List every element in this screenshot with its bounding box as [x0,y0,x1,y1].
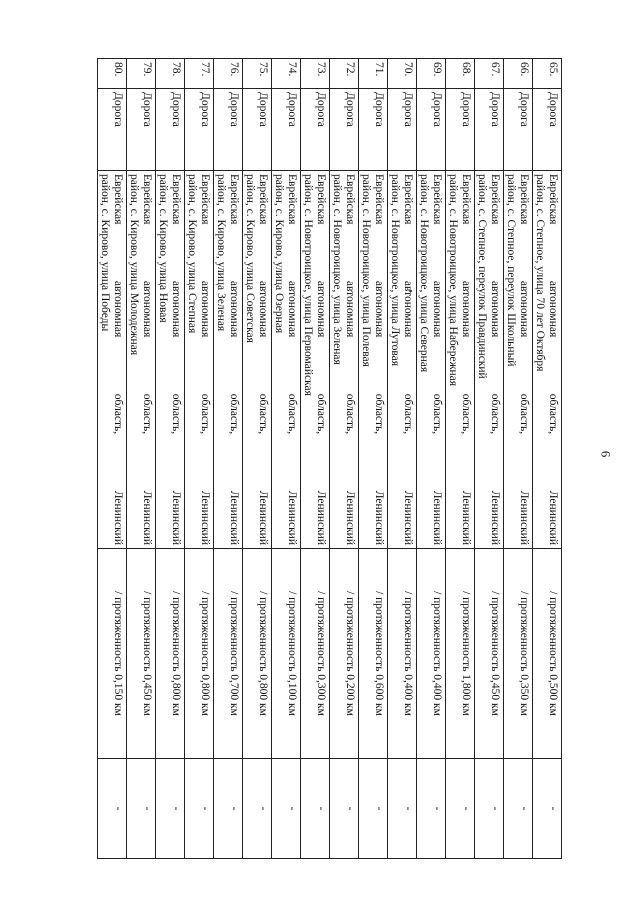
table-row [388,59,417,859]
length-text: / протяженность 0,200 км [344,591,356,716]
extra-dash: - [460,806,472,811]
address-cell [185,171,214,549]
object-type-cell [272,89,301,171]
object-type-cell [185,89,214,171]
address-word: Ленинский [518,490,530,545]
address-line-1 [286,174,299,545]
address-line-2: район, с. Степное, переулок Правдинский [476,174,489,379]
row-number: 67. [489,62,501,77]
row-number-cell [214,59,243,89]
address-line-2: район, с. Новотроицкое, улица Полевая [360,174,373,367]
address-word: Ленинский [460,490,472,545]
address-word: автономная [547,280,559,338]
object-type: Дорога [315,92,327,127]
length-text: / протяженность 0,800 км [199,591,211,716]
address-cell [504,171,533,549]
address-word: Еврейская [199,174,211,225]
address-line-2: район, с. Новотроицкое, улица Набережная [447,174,460,387]
extra-cell [98,759,127,859]
extra-cell [504,759,533,859]
address-cell [156,171,185,549]
address-word: область, [402,393,414,435]
object-type-cell [388,89,417,171]
object-type: Дорога [286,92,298,127]
address-word: Ленинский [112,490,124,545]
address-line-1 [257,174,270,545]
address-word: автономная [460,280,472,338]
length-cell [446,549,475,759]
address-line-1 [344,174,357,545]
address-line-1 [518,174,531,545]
table-row [243,59,272,859]
address-word: Еврейская [112,174,124,225]
extra-dash: - [402,806,414,811]
address-word: Еврейская [431,174,443,225]
address-line-1 [228,174,241,545]
address-word: область, [518,393,530,435]
address-word: Ленинский [547,490,559,545]
address-cell [533,171,562,549]
extra-cell [533,759,562,859]
address-line-2: район, с. Кирово, улица Степная [186,174,199,334]
object-type-cell [475,89,504,171]
address-word: область, [315,393,327,435]
row-number: 74. [286,62,298,77]
row-number-cell [446,59,475,89]
object-type: Дорога [170,92,182,127]
extra-dash: - [518,806,530,811]
length-cell [272,549,301,759]
row-number-cell [185,59,214,89]
object-type: Дорога [373,92,385,127]
row-number: 71. [373,62,385,77]
object-type: Дорога [228,92,240,127]
address-line-2: район, с. Кирово, улица Молодежная [128,174,141,356]
row-number-cell [417,59,446,89]
row-number: 72. [344,62,356,77]
object-type: Дорога [460,92,472,127]
table-row [475,59,504,859]
address-cell [330,171,359,549]
extra-dash: - [489,806,501,811]
address-word: область, [373,393,385,435]
address-word: область, [257,393,269,435]
length-text: / протяженность 0,300 км [315,591,327,716]
address-word: Еврейская [402,174,414,225]
extra-dash: - [373,806,385,811]
object-type-cell [446,89,475,171]
table-row [127,59,156,859]
address-word: Ленинский [315,490,327,545]
length-cell [388,549,417,759]
object-type-cell [504,89,533,171]
row-number-cell [504,59,533,89]
address-word: Ленинский [199,490,211,545]
address-word: Ленинский [402,490,414,545]
address-word: автономная [199,280,211,338]
extra-cell [127,759,156,859]
length-text: / протяженность 0,400 км [431,591,443,716]
extra-cell [475,759,504,859]
address-word: Ленинский [141,490,153,545]
address-word: автономная [373,280,385,338]
address-line-2: район, с. Новотроицкое, улица Лутовая [389,174,402,367]
object-type-cell [214,89,243,171]
length-text: / протяженность 0,450 км [489,591,501,716]
address-word: автономная [112,280,124,338]
address-cell [417,171,446,549]
length-text: / протяженность 0,700 км [228,591,240,716]
address-line-1 [315,174,328,545]
extra-dash: - [141,806,153,811]
address-cell [359,171,388,549]
row-number: 69. [431,62,443,77]
address-word: область, [112,393,124,435]
object-type: Дорога [402,92,414,127]
length-text: / протяженность 1,800 км [460,591,472,716]
length-text: / протяженность 0,450 км [141,591,153,716]
object-type-cell [98,89,127,171]
object-type: Дорога [199,92,211,127]
row-number-cell [475,59,504,89]
address-word: область, [489,393,501,435]
roads-table-body [98,59,562,859]
object-type-cell [330,89,359,171]
address-word: Еврейская [141,174,153,225]
object-type: Дорога [344,92,356,127]
extra-dash: - [286,806,298,811]
length-text: / протяженность 0,800 км [257,591,269,716]
extra-dash: - [170,806,182,811]
table-row [446,59,475,859]
length-cell [417,549,446,759]
extra-cell [214,759,243,859]
extra-dash: - [547,806,559,811]
table-row [98,59,127,859]
address-line-1 [170,174,183,545]
address-word: Ленинский [286,490,298,545]
address-line-2: район, с. Степное, улица 70 лет Октября [534,174,547,372]
row-number: 68. [460,62,472,77]
address-word: Ленинский [228,490,240,545]
length-cell [243,549,272,759]
address-line-1 [141,174,154,545]
table-row [504,59,533,859]
row-number-cell [301,59,330,89]
object-type: Дорога [112,92,124,127]
extra-cell [272,759,301,859]
address-word: Ленинский [373,490,385,545]
table-row [272,59,301,859]
address-word: Еврейская [315,174,327,225]
row-number: 78. [170,62,182,77]
address-cell [98,171,127,549]
length-cell [185,549,214,759]
row-number-cell [330,59,359,89]
row-number-cell [272,59,301,89]
row-number: 76. [228,62,240,77]
object-type-cell [243,89,272,171]
length-text: / протяженность 0,350 км [518,591,530,716]
address-word: Еврейская [518,174,530,225]
row-number-cell [156,59,185,89]
row-number-cell [388,59,417,89]
address-line-1 [199,174,212,545]
object-type: Дорога [141,92,153,127]
length-cell [533,549,562,759]
object-type: Дорога [518,92,530,127]
table-row [533,59,562,859]
table-row [185,59,214,859]
length-text: / протяженность 0,100 км [286,591,298,716]
extra-dash: - [344,806,356,811]
extra-cell [243,759,272,859]
length-cell [330,549,359,759]
address-line-2: район, с. Кирово, улица Новая [157,174,170,323]
address-line-1 [460,174,473,545]
table-row [156,59,185,859]
address-word: область, [199,393,211,435]
address-line-2: район, с. Кирово, улица Советская [244,174,257,343]
row-number-cell [359,59,388,89]
address-word: область, [228,393,240,435]
address-word: Еврейская [547,174,559,225]
table-row [301,59,330,859]
address-word: автономная [286,280,298,338]
extra-cell [156,759,185,859]
address-word: автономная [489,280,501,338]
address-word: автономная [402,280,414,338]
object-type: Дорога [257,92,269,127]
address-line-2: район, с. Новотроицкое, улица Зеленая [331,174,344,365]
address-word: автономная [344,280,356,338]
address-word: Ленинский [257,490,269,545]
address-word: автономная [141,280,153,338]
page-number: 6 [598,450,614,458]
address-word: Еврейская [373,174,385,225]
address-cell [446,171,475,549]
extra-dash: - [199,806,211,811]
object-type: Дорога [489,92,501,127]
address-word: Еврейская [170,174,182,225]
address-line-2: район, с. Кирово, улица Победы [99,174,112,332]
length-cell [504,549,533,759]
object-type: Дорога [431,92,443,127]
address-cell [388,171,417,549]
length-cell [359,549,388,759]
object-type-cell [127,89,156,171]
address-cell [127,171,156,549]
table-row [417,59,446,859]
table-row [330,59,359,859]
row-number: 73. [315,62,327,77]
rotated-page-content [65,58,562,858]
length-cell [301,549,330,759]
row-number: 66. [518,62,530,77]
row-number-cell [243,59,272,89]
extra-cell [359,759,388,859]
row-number: 79. [141,62,153,77]
address-line-1 [431,174,444,545]
row-number: 65. [547,62,559,77]
address-line-1 [112,174,125,545]
address-word: Еврейская [460,174,472,225]
address-line-1 [489,174,502,545]
extra-cell [417,759,446,859]
object-type: Дорога [547,92,559,127]
object-type-cell [359,89,388,171]
address-word: Еврейская [257,174,269,225]
length-cell [475,549,504,759]
address-line-2: район, с. Новотроицкое, улица Северная [418,174,431,373]
extra-dash: - [431,806,443,811]
length-cell [214,549,243,759]
extra-cell [301,759,330,859]
address-line-2: район, с. Кирово, улица Озерная [273,174,286,334]
address-word: область, [286,393,298,435]
row-number-cell [533,59,562,89]
extra-dash: - [315,806,327,811]
address-word: Еврейская [489,174,501,225]
address-line-2: район, с. Новотроицкое, улица Первомайская [302,174,315,396]
address-cell [214,171,243,549]
object-type-cell [156,89,185,171]
address-word: область, [460,393,472,435]
length-text: / протяженность 0,500 км [547,591,559,716]
extra-dash: - [228,806,240,811]
object-type-cell [417,89,446,171]
address-line-1 [373,174,386,545]
address-word: автономная [257,280,269,338]
address-word: Ленинский [431,490,443,545]
extra-cell [185,759,214,859]
table-row [214,59,243,859]
extra-cell [388,759,417,859]
row-number: 80. [112,62,124,77]
extra-cell [330,759,359,859]
length-text: / протяженность 0,600 км [373,591,385,716]
address-word: Еврейская [344,174,356,225]
address-line-2: район, с. Кирово, улица Зеленая [215,174,228,332]
address-word: Еврейская [286,174,298,225]
address-word: Ленинский [489,490,501,545]
object-type-cell [301,89,330,171]
address-word: Ленинский [170,490,182,545]
address-word: Еврейская [228,174,240,225]
row-number: 70. [402,62,414,77]
table-row [359,59,388,859]
row-number: 77. [199,62,211,77]
address-word: автономная [228,280,240,338]
extra-cell [446,759,475,859]
length-text: / протяженность 0,400 км [402,591,414,716]
length-cell [127,549,156,759]
address-word: область, [344,393,356,435]
row-number-cell [98,59,127,89]
address-word: автономная [518,280,530,338]
address-cell [272,171,301,549]
length-cell [98,549,127,759]
extra-dash: - [257,806,269,811]
address-cell [301,171,330,549]
address-cell [475,171,504,549]
address-word: область, [170,393,182,435]
address-line-1 [547,174,560,545]
object-type-cell [533,89,562,171]
address-line-1 [402,174,415,545]
extra-dash: - [112,806,124,811]
address-line-2: район, с. Степное, переулок Школьный [505,174,518,367]
address-word: автономная [315,280,327,338]
length-text: / протяженность 0,800 км [170,591,182,716]
address-word: область, [431,393,443,435]
length-text: / протяженность 0,150 км [112,591,124,716]
address-word: автономная [170,280,182,338]
roads-table [97,58,562,859]
length-cell [156,549,185,759]
address-word: область, [141,393,153,435]
address-word: область, [547,393,559,435]
address-cell [243,171,272,549]
address-word: автономная [431,280,443,338]
row-number: 75. [257,62,269,77]
row-number-cell [127,59,156,89]
address-word: Ленинский [344,490,356,545]
